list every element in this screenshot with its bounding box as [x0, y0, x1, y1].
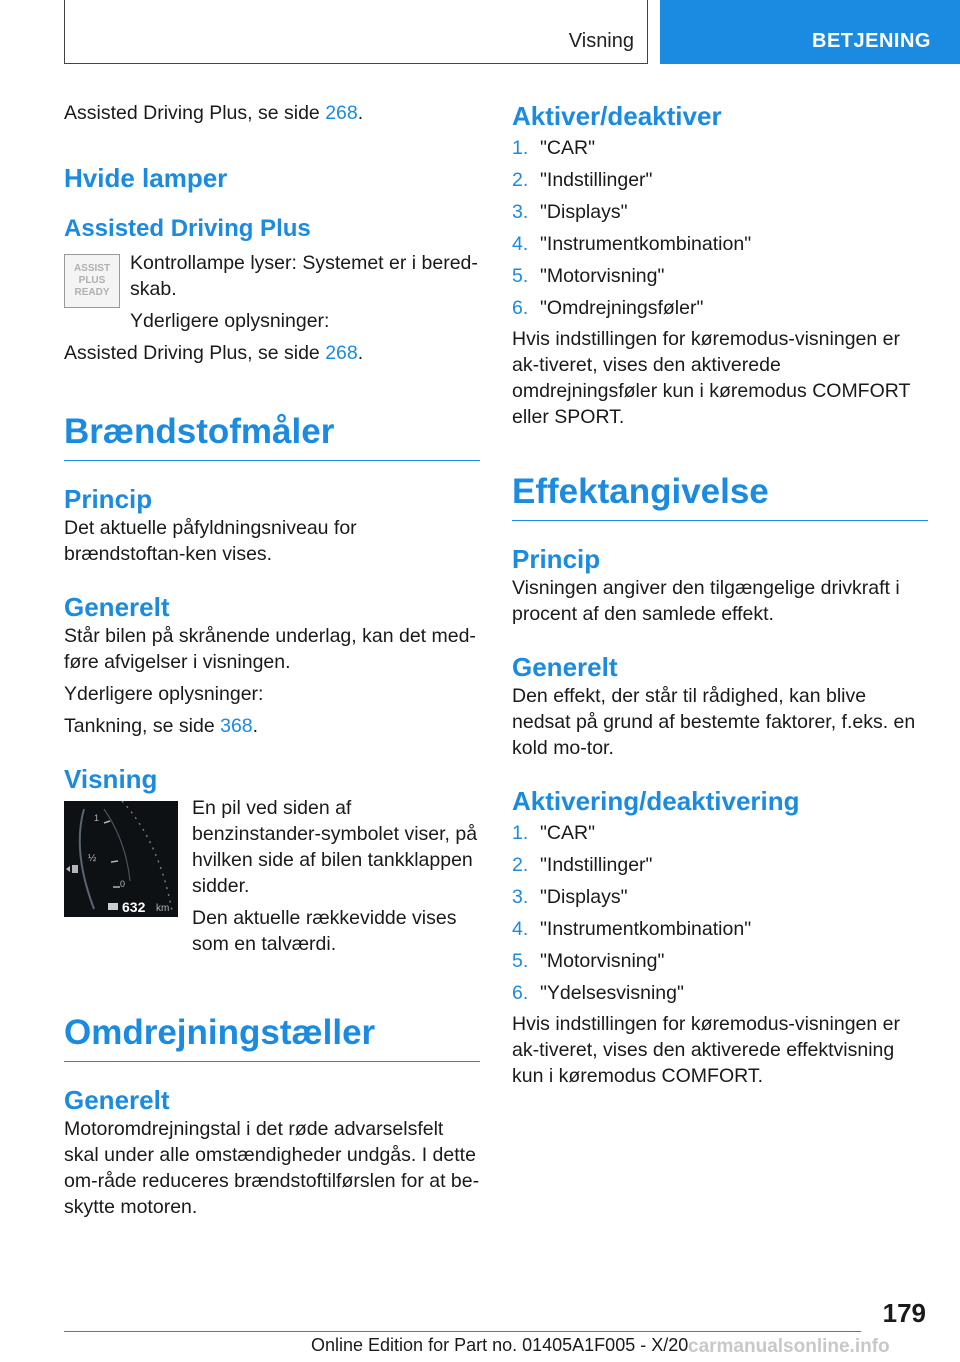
arrow-left-icon: [66, 866, 70, 872]
step-number: 3.: [512, 886, 529, 908]
step-label: "Motorvisning": [540, 265, 665, 287]
step-label: "CAR": [540, 137, 596, 159]
power-title: Effektangivelse: [512, 470, 928, 521]
activate-steps-list: [512, 132, 928, 324]
fuel-gauge-image: [64, 801, 178, 917]
list-item: [512, 881, 928, 913]
page-link[interactable]: 368: [220, 715, 253, 737]
fuel-reference: Tankning, se side 368.: [64, 715, 259, 737]
gauge-tick-label: 1: [94, 813, 100, 823]
page-number: 179: [882, 1298, 926, 1328]
intro-reference: Assisted Driving Plus, se side 268.: [64, 102, 364, 124]
step-number: 4.: [512, 233, 529, 255]
step-number: 1.: [512, 822, 529, 844]
list-item: [512, 977, 928, 1009]
icon-label-line: READY: [74, 287, 110, 298]
section-title: Visning: [568, 30, 634, 52]
step-label: "Indstillinger": [540, 169, 653, 191]
fuel-pump-small-icon: [108, 903, 118, 910]
fuel-gauge-title: Brændstofmåler: [64, 410, 480, 461]
fuel-more-info: Yderligere oplysninger:: [64, 683, 264, 705]
fuel-display-block: [64, 795, 480, 957]
fuel-display-heading: Visning: [64, 764, 158, 794]
step-label: "Displays": [540, 886, 628, 908]
gauge-tick-label: ½: [88, 853, 97, 864]
step-label: "Ydelsesvisning": [540, 982, 684, 1004]
step-label: "Instrumentkombination": [540, 233, 752, 255]
power-principle-heading: Princip: [512, 544, 601, 574]
activate-note: Hvis indstillingen for køremodus-visningen er ak-tiveret, vises den aktiverede omdrejningsføler kun i køremodus COMFORT eller SPORT.: [512, 328, 911, 428]
step-label: "Displays": [540, 201, 628, 223]
list-item: [512, 228, 928, 260]
white-lamps-heading: Hvide lamper: [64, 163, 228, 193]
adp-heading: Assisted Driving Plus: [64, 215, 311, 242]
rpm-general-heading: Generelt: [64, 1085, 170, 1115]
list-item: [512, 260, 928, 292]
right-column: [512, 100, 928, 1089]
fuel-principle-heading: Princip: [64, 484, 153, 514]
list-item: [512, 132, 928, 164]
adp-more-info: Yderligere oplysninger:: [130, 310, 330, 332]
list-item: [512, 913, 928, 945]
step-label: "Instrumentkombination": [540, 918, 752, 940]
step-number: 4.: [512, 918, 529, 940]
step-label: "Indstillinger": [540, 854, 653, 876]
page-link[interactable]: 268: [325, 342, 358, 364]
chapter-tab: BETJENING: [660, 0, 960, 64]
list-item: [512, 817, 928, 849]
step-number: 5.: [512, 265, 529, 287]
icon-label-line: PLUS: [78, 275, 106, 286]
edition-text: Online Edition for Part no. 01405A1F005 - X/20: [311, 1335, 689, 1355]
step-number: 1.: [512, 137, 529, 159]
step-number: 5.: [512, 950, 529, 972]
assist-plus-ready-icon: [64, 254, 120, 308]
gauge-tick-label: 0: [120, 879, 126, 889]
activate-heading: Aktiver/deaktiver: [512, 101, 722, 131]
watermark: carmanualsonline.info: [688, 1336, 890, 1357]
rpm-title: Omdrejningstæller: [64, 1011, 480, 1062]
fuel-general-text: Står bilen på skrånende underlag, kan det med-føre afvigelser i visningen.: [64, 625, 476, 673]
list-item: [512, 164, 928, 196]
footer-rule: [64, 1331, 861, 1332]
adp-indicator-block: [64, 250, 480, 334]
step-label: "CAR": [540, 822, 596, 844]
step-number: 2.: [512, 169, 529, 191]
range-unit: km: [156, 903, 170, 914]
page-link[interactable]: 268: [325, 102, 358, 124]
power-steps-list: [512, 817, 928, 1009]
list-item: [512, 945, 928, 977]
step-number: 2.: [512, 854, 529, 876]
list-item: [512, 849, 928, 881]
rpm-general-text: Motoromdrejningstal i det røde advarselsfelt skal under alle omstændigheder undgås. I dette om-råde reduceres brændstoftilførslen for at be-skytte motoren.: [64, 1118, 480, 1218]
header-frame: [64, 0, 648, 64]
step-number: 6.: [512, 982, 529, 1004]
fuel-gauge-graphic: [64, 801, 178, 917]
step-label: "Motorvisning": [540, 950, 665, 972]
fuel-range-text: Den aktuelle rækkevidde vises som en talværdi.: [192, 907, 457, 955]
list-item: [512, 292, 928, 324]
icon-label-line: ASSIST: [73, 263, 111, 274]
power-note: Hvis indstillingen for køremodus-visningen er ak-tiveret, vises den aktiverede effektvisning kun i køremodus COMFORT.: [512, 1013, 900, 1087]
fuel-principle-text: Det aktuelle påfyldningsniveau for brændstoftan-ken vises.: [64, 517, 357, 565]
step-number: 3.: [512, 201, 529, 223]
step-number: 6.: [512, 297, 529, 319]
list-item: [512, 196, 928, 228]
left-column: [64, 100, 480, 1220]
adp-reference: Assisted Driving Plus, se side 268.: [64, 342, 364, 364]
adp-text: Kontrollampe lyser: Systemet er i bered-skab.: [130, 252, 478, 300]
step-label: "Omdrejningsføler": [540, 297, 704, 319]
fuel-pump-icon: [72, 865, 78, 873]
range-value: 632: [122, 899, 146, 915]
power-general-text: Den effekt, der står til rådighed, kan blive nedsat på grund af bestemte faktorer, f.eks. en kold mo-tor.: [512, 685, 916, 759]
power-activate-heading: Aktivering/deaktivering: [512, 786, 800, 816]
power-general-heading: Generelt: [512, 652, 618, 682]
power-principle-text: Visningen angiver den tilgængelige drivkraft i procent af den samlede effekt.: [512, 577, 900, 625]
fuel-display-text: En pil ved siden af benzinstander-symbolet viser, på hvilken side af bilen tankklappen sidder.: [192, 797, 478, 897]
fuel-general-heading: Generelt: [64, 592, 170, 622]
